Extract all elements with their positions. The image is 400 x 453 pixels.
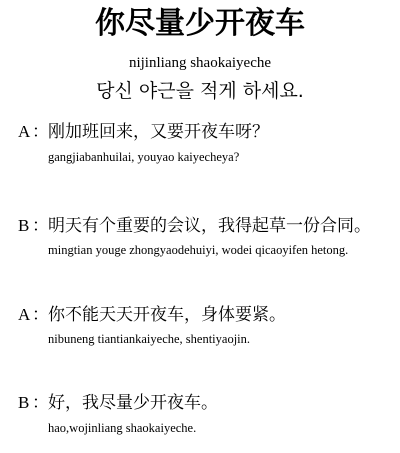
speaker-label: B [18,393,30,412]
speaker-label: B [18,216,30,235]
dialogue-line-4 [18,392,398,414]
pinyin-line-4: hao,wojinliang shaokaiyeche. [48,421,197,435]
speaker-label: A [18,305,31,324]
dialogue-line-3 [18,304,398,326]
pinyin-line-2: mingtian youge zhongyaodehuiyi, wodei qicaoyifen hetong. [48,243,349,257]
chinese-text: 你不能天天开夜车，身体要紧。 [48,305,286,325]
dialogue-line-1 [18,121,398,143]
speaker-colon: ： [32,216,49,236]
speaker-colon: ： [32,305,49,325]
pinyin-line-1: gangjiabanhuilai, youyao kaiyecheya? [48,150,240,164]
speaker-label: A [18,122,31,141]
chinese-text: 刚加班回来，又要开夜车呀？ [48,122,269,142]
lesson-title: 你尽量少开夜车 [95,6,305,41]
chinese-text: 明天有个重要的会议，我得起草一份合同。 [48,216,371,236]
title-pinyin: nijinliang shaokaiyeche [128,55,272,71]
chinese-text: 好，我尽量少开夜车。 [48,393,218,413]
korean-translation: 당신 야근을 적게 하세요. [96,80,304,102]
dialogue-line-2 [18,215,398,237]
pinyin-line-3: nibuneng tiantiankaiyeche, shentiyaojin. [48,332,251,346]
speaker-colon: ： [32,393,49,413]
speaker-colon: ： [32,122,49,142]
